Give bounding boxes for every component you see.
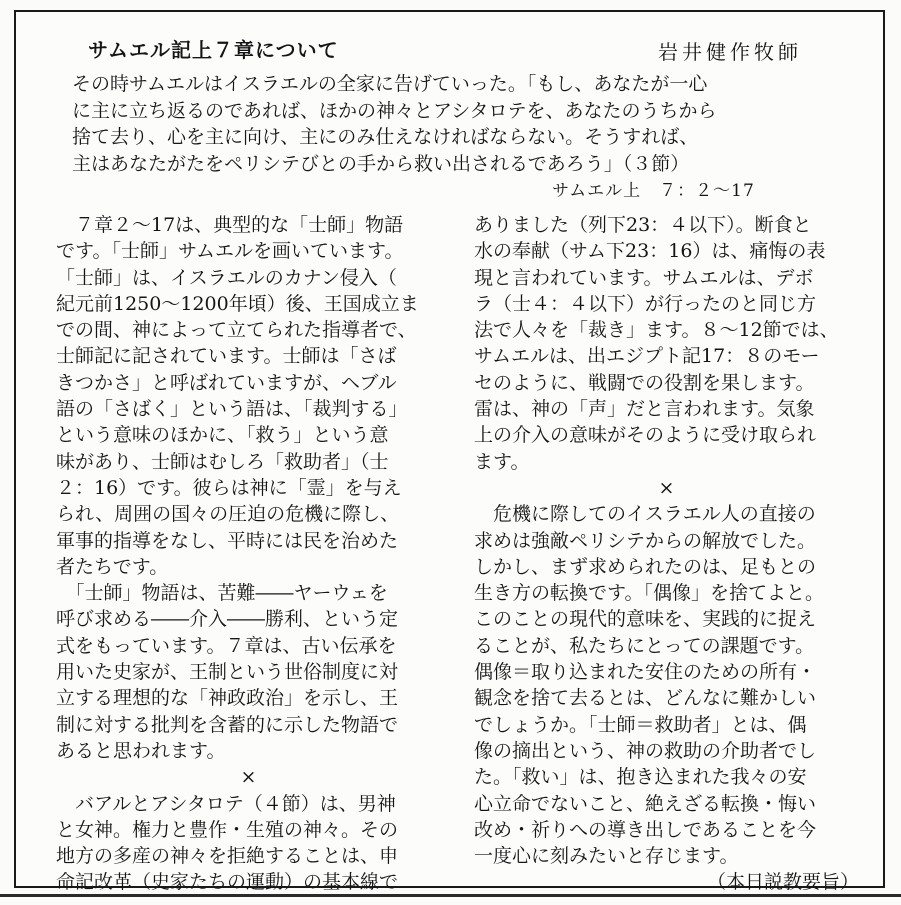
scripture-quote (72, 71, 832, 177)
body-line: 現と言われています。サムエルは、デボ (474, 266, 814, 289)
body-line: セのように、戦闘での役割を果します。 (474, 371, 815, 394)
body-line: バアルとアシタロテ（４節）は、男神 (56, 792, 396, 815)
body-line: 求めは強敵ペリシテからの解放でした。 (474, 529, 817, 552)
body-line: という意味のほかに、「救う」という意 (56, 424, 389, 447)
scripture-reference: サムエル上 ７：２〜17 (552, 181, 755, 201)
body-line: きつかさ」と呼ばれていますが、ヘブル (56, 371, 397, 394)
body-line: 水の奉献（サム下23：16）は、痛悔の表 (474, 240, 826, 263)
body-line: 観念を捨て去るとは、どんなに難かしい (474, 687, 817, 710)
section-separator: × (240, 766, 257, 789)
section-separator: × (658, 476, 675, 499)
body-line: た。「救い」は、抱き込まれた我々の安 (474, 766, 807, 789)
author-name: 岩井健作牧師 (658, 40, 802, 64)
body-line: 用いた史家が、王制という世俗制度に対 (56, 661, 399, 684)
body-line: 生き方の転換です。「偶像」を捨てよと。 (474, 582, 824, 605)
quote-line: 主はあなたがたをペリシテびとの手から救い出されるであろう」（３節） (72, 152, 690, 175)
body-line: 命記改革（史家たちの運動）の基本線で (56, 871, 399, 894)
quote-line: その時サムエルはイスラエルの全家に告げていった。「もし、あなたが一心 (72, 73, 708, 95)
quote-line: 捨て去り、心を主に向け、主にのみ仕えなければならない。そうすれば、 (72, 126, 699, 148)
body-line: ７章２〜17は、典型的な「士師」物語 (56, 214, 404, 236)
body-line: 「士師」物語は、苦難――ヤーウェを (56, 582, 388, 605)
body-line: 者たちです。 (56, 555, 169, 578)
body-line: このことの現代的意味を、実践的に捉え (474, 608, 817, 631)
left-column (56, 212, 441, 896)
body-line: 雷は、神の「声」だと言われます。気象 (474, 398, 815, 421)
body-line: での間、神によって立てられた指導者で、 (56, 319, 417, 342)
body-line: 一度心に刻みたいと存じます。 (474, 845, 739, 868)
body-line: と女神。権力と豊作・生殖の神々。その (56, 818, 399, 841)
body-line: 制に対する批判を含蓄的に示した物語で (56, 713, 399, 736)
body-line: ます。 (474, 450, 530, 473)
body-line: 味があり、士師はむしろ「救助者」（士 (56, 450, 389, 473)
body-line: あると思われます。 (56, 739, 226, 762)
body-line: 語の「さばく」という語は、「裁判する」 (56, 398, 408, 421)
body-line: 軍事的指導をなし、平時には民を治めた (56, 529, 399, 552)
body-line: 呼び求める――介入――勝利、という定 (56, 608, 399, 631)
body-line: でしょうか。「士師＝救助者」とは、偶 (474, 713, 807, 736)
body-line: 立する理想的な「神政政治」を示し、王 (56, 687, 399, 710)
body-line: られ、周囲の国々の圧迫の危機に際し、 (56, 503, 400, 526)
body-line: 心立命でないこと、絶えざる転換・悔い (474, 792, 817, 815)
body-line: 改め・祈りへの導き出しであることを今 (474, 818, 817, 841)
body-line: 法で人々を「裁き」ます。８〜12節では、 (474, 319, 839, 342)
right-column (474, 212, 859, 896)
body-line: サムエルは、出エジプト記17：８のモー (474, 345, 820, 368)
body-line: しかし、まず求められたのは、足もとの (474, 555, 817, 578)
body-line: ２：16）です。彼らは神に「霊」を与え (56, 476, 402, 499)
body-line: 紀元前1250〜1200年頃）後、王国成立ま (56, 292, 419, 315)
quote-line: に主に立ち返るのであれば、ほかの神々とアシタロテを、あなたのうちから (72, 99, 717, 122)
body-line: ラ（士４：４以下）が行ったのと同じ方 (474, 292, 817, 315)
sermon-summary-note: （本日説教要旨） (706, 871, 859, 894)
body-line: 士師記に記されています。士師は「さば (56, 345, 397, 368)
body-line: 式をもっています。７章は、古い伝承を (56, 634, 397, 657)
body-line: ることが、私たちにとっての課題です。 (474, 634, 815, 657)
article-title: サムエル記上７章について (88, 38, 339, 62)
body-line: 偶像＝取り込まれた安住のための所有・ (474, 661, 817, 684)
body-line: 像の摘出という、神の救助の介助者でし (474, 739, 817, 762)
body-line: 地方の多産の神々を拒絶することは、申 (56, 845, 399, 868)
body-line: 上の介入の意味がそのように受け取られ (474, 424, 817, 447)
body-line: 「士師」は、イスラエルのカナン侵入（ (56, 266, 397, 289)
body-line: 危機に際してのイスラエル人の直接の (474, 503, 816, 526)
body-line: です。「士師」サムエルを画いています。 (56, 240, 404, 263)
body-line: ありました（列下23：４以下）。断食と (474, 214, 812, 236)
